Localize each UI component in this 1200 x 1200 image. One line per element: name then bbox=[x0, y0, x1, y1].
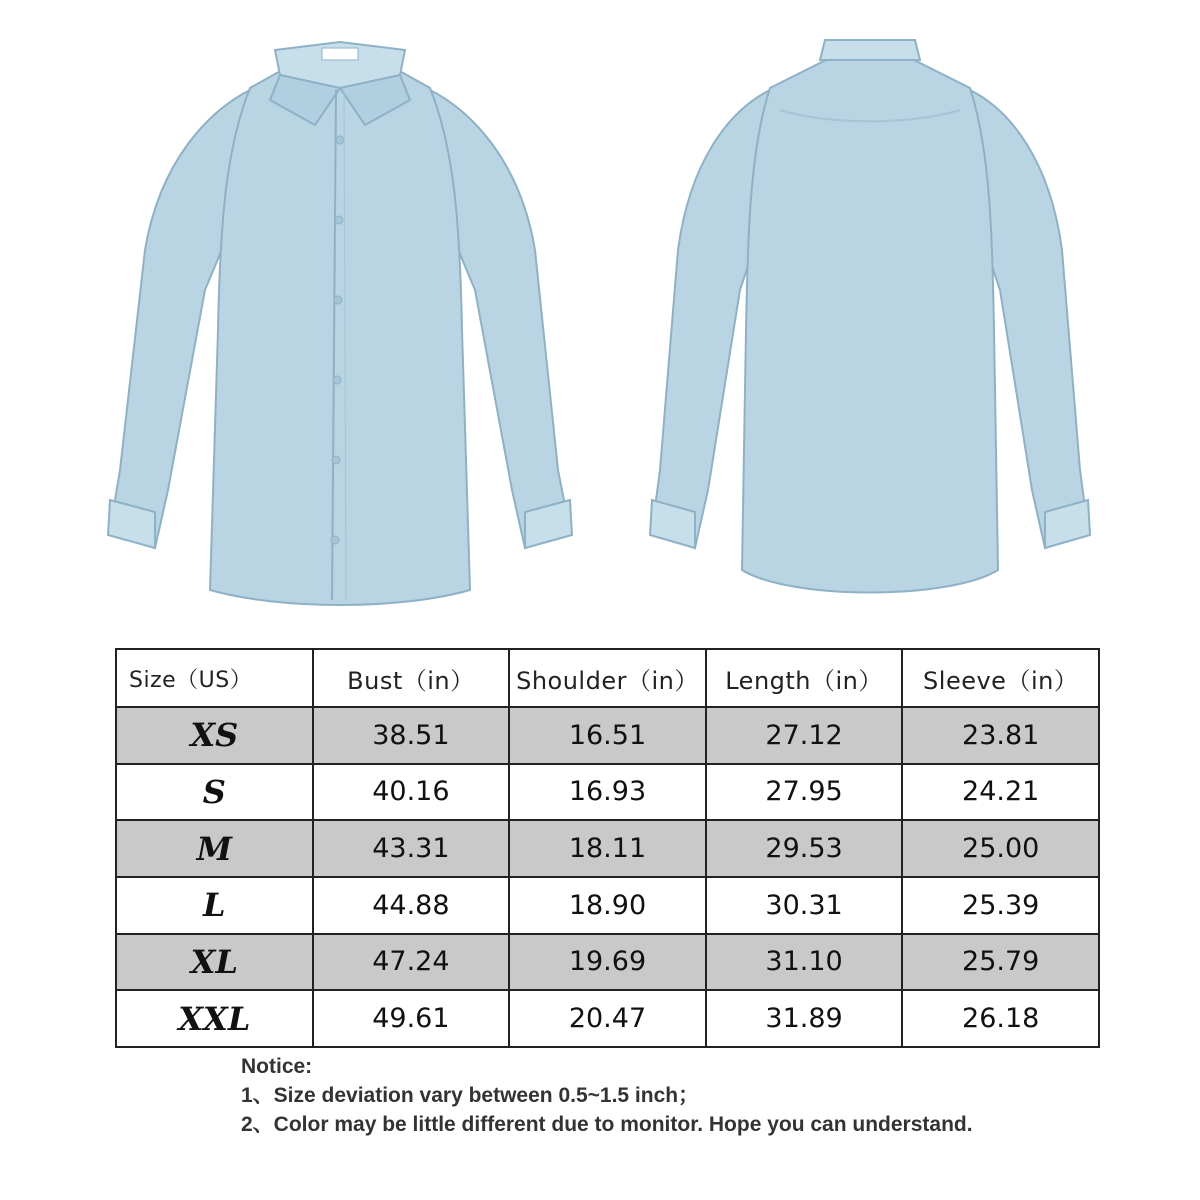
size-cell: XL bbox=[116, 934, 313, 991]
length-cell: 30.31 bbox=[706, 877, 903, 934]
sleeve-cell: 25.00 bbox=[902, 820, 1099, 877]
size-cell: M bbox=[116, 820, 313, 877]
header-size: Size（US） bbox=[116, 649, 313, 707]
shoulder-cell: 18.90 bbox=[509, 877, 706, 934]
table-row bbox=[116, 707, 1099, 764]
bust-cell: 49.61 bbox=[313, 990, 510, 1047]
shoulder-cell: 16.51 bbox=[509, 707, 706, 764]
size-cell: XXL bbox=[116, 990, 313, 1047]
size-cell: S bbox=[116, 764, 313, 821]
length-cell: 29.53 bbox=[706, 820, 903, 877]
table-row bbox=[116, 934, 1099, 991]
sleeve-cell: 23.81 bbox=[902, 707, 1099, 764]
shirt-back-image bbox=[630, 30, 1110, 610]
length-cell: 31.89 bbox=[706, 990, 903, 1047]
shoulder-cell: 19.69 bbox=[509, 934, 706, 991]
sleeve-cell: 26.18 bbox=[902, 990, 1099, 1047]
bust-cell: 43.31 bbox=[313, 820, 510, 877]
length-cell: 27.12 bbox=[706, 707, 903, 764]
table-header-row bbox=[116, 649, 1099, 707]
length-cell: 27.95 bbox=[706, 764, 903, 821]
table-row bbox=[116, 764, 1099, 821]
sleeve-cell: 25.39 bbox=[902, 877, 1099, 934]
shoulder-cell: 20.47 bbox=[509, 990, 706, 1047]
table-row bbox=[116, 990, 1099, 1047]
header-shoulder: Shoulder（in） bbox=[509, 649, 706, 707]
table-row bbox=[116, 877, 1099, 934]
shoulder-cell: 16.93 bbox=[509, 764, 706, 821]
sleeve-cell: 24.21 bbox=[902, 764, 1099, 821]
size-chart-table bbox=[115, 648, 1100, 1048]
size-cell: L bbox=[116, 877, 313, 934]
table-row bbox=[116, 820, 1099, 877]
shoulder-cell: 18.11 bbox=[509, 820, 706, 877]
bust-cell: 47.24 bbox=[313, 934, 510, 991]
size-cell: XS bbox=[116, 707, 313, 764]
header-bust: Bust（in） bbox=[313, 649, 510, 707]
length-cell: 31.10 bbox=[706, 934, 903, 991]
header-sleeve: Sleeve（in） bbox=[902, 649, 1099, 707]
notice-title: Notice: bbox=[241, 1055, 313, 1078]
header-length: Length（in） bbox=[706, 649, 903, 707]
bust-cell: 40.16 bbox=[313, 764, 510, 821]
notice-line-1: 1、Size deviation vary between 0.5~1.5 inch； bbox=[241, 1084, 700, 1107]
notice-block bbox=[241, 1052, 1141, 1139]
shirt-front-image bbox=[100, 30, 580, 610]
bust-cell: 44.88 bbox=[313, 877, 510, 934]
sleeve-cell: 25.79 bbox=[902, 934, 1099, 991]
bust-cell: 38.51 bbox=[313, 707, 510, 764]
notice-line-2: 2、Color may be little different due to monitor. Hope you can understand. bbox=[241, 1113, 973, 1136]
